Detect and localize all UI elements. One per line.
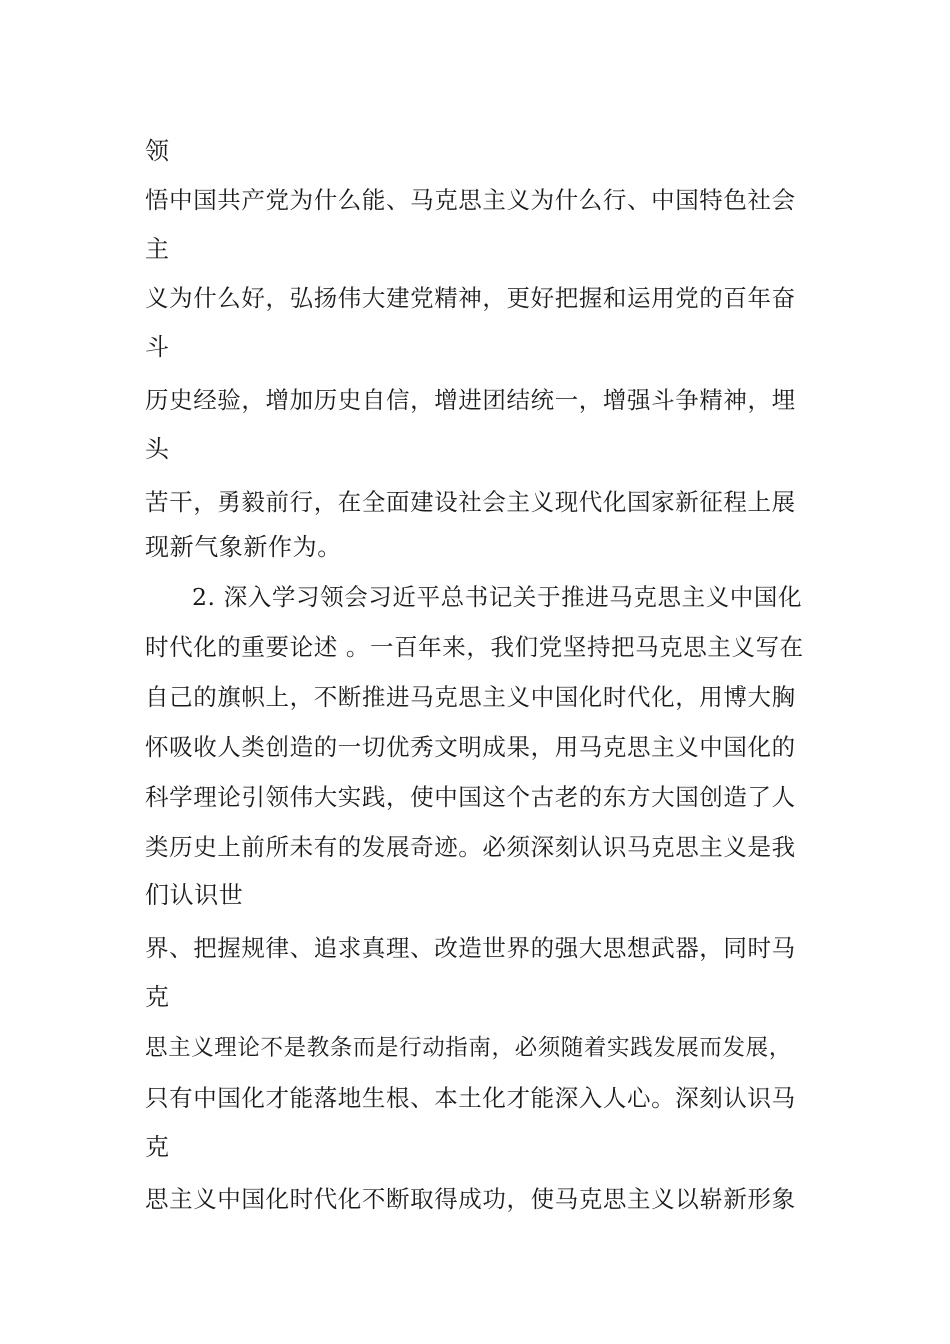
text-line: 克 bbox=[145, 983, 170, 1011]
text-line: 悟中国共产党为什么能、马克思主义为什么行、中国特色社会 bbox=[145, 186, 796, 214]
text-line: 历史经验，增加历史自信，增进团结统一，增强斗争精神，埋 bbox=[145, 386, 796, 414]
text-line: 自己的旗帜上，不断推进马克思主义中国化时代化，用博大胸 bbox=[145, 683, 796, 711]
text-line: 苦干，勇毅前行，在全面建设社会主义现代化国家新征程上展 bbox=[145, 488, 796, 516]
text-line: 斗 bbox=[145, 333, 170, 361]
text-line: 类历史上前所未有的发展奇迹。必须深刻认识马克思主义是我 bbox=[145, 833, 796, 861]
text-line: 头 bbox=[145, 435, 170, 463]
text-line: 思主义理论不是教条而是行动指南，必须随着实践发展而发展， bbox=[145, 1035, 792, 1061]
text-line: 思主义中国化时代化不断取得成功，使马克思主义以崭新形象 bbox=[145, 1185, 796, 1213]
text-line: 只有中国化才能落地生根、本土化才能深入人心。深刻认识马 bbox=[145, 1084, 796, 1112]
text-line: 界、把握规律、追求真理、改造世界的强大思想武器，同时马 bbox=[145, 934, 796, 962]
text-line: 科学理论引领伟大实践，使中国这个古老的东方大国创造了人 bbox=[145, 783, 796, 811]
text-line: 时代化的重要论述 。一百年来，我们党坚持把马克思主义写在 bbox=[145, 633, 804, 661]
text-line: 现新气象新作为。 bbox=[145, 533, 342, 561]
text-line: 义为什么好，弘扬伟大建党精神，更好把握和运用党的百年奋 bbox=[145, 284, 796, 312]
section-heading-line: 2. 深入学习领会习近平总书记关于推进马克思主义中国化 bbox=[192, 583, 803, 611]
text-line: 们认识世 bbox=[145, 881, 244, 909]
text-line: 克 bbox=[145, 1133, 170, 1161]
text-line: 怀吸收人类创造的一切优秀文明成果，用马克思主义中国化的 bbox=[145, 733, 796, 761]
text-line: 主 bbox=[145, 235, 170, 263]
text-line: 领 bbox=[145, 137, 170, 165]
